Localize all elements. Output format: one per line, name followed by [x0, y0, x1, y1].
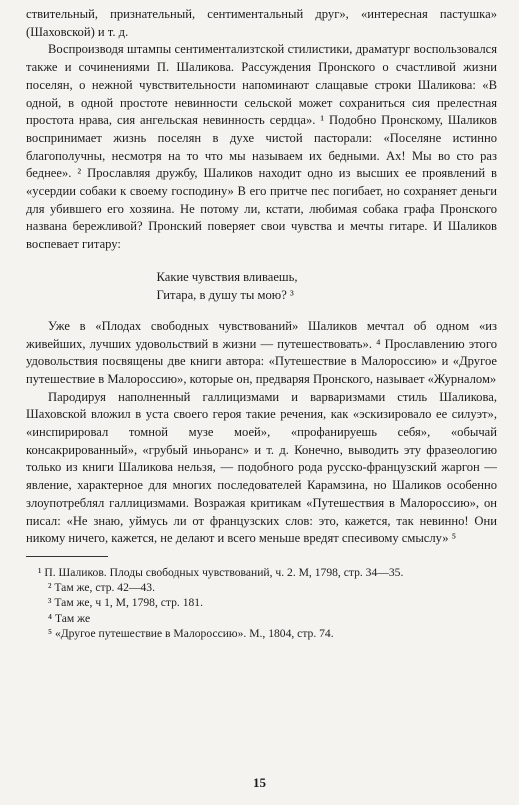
paragraph-2: Воспроизводя штампы сентиментализтской стилистики, драматург воспользовался также и сочинениями П. Шаликова. Рассуждения Пронского о счастливой жизни поселян, о нежной чувствительности напоминают слащавые строки Шаликова: «В одной, в одной простоте невинности сельской может сохраниться сия прелестная простота нрава, сия ангельская невинность сердца». ¹ Подобно Пронскому, Шаликов воспринимает жизнь поселян в духе чистой пасторали: «Поселяне истинно благополучны, несмотря на то что мы называем их бедными. Ах! Мы во сто раз беднее». ² Прославляя дружбу, Шаликов находит одно из высших ее проявлений в «усердии собаки к своему господину» В его притче пес погибает, но сохраняет деньги для убившего его хозяина. Не потому ли, кстати, любимая собака графа Пронского названа бережливой? Пронский поверяет свои чувства и мечты гитаре. И Шаликов воспевает гитару:	[26, 42, 497, 252]
paragraph-1: ствительный, признательный, сентиментальный друг», «интересная пастушка» (Шаховской) и т. д.	[26, 7, 497, 39]
verse-line-1: Какие чувствия вливаешь,	[156, 269, 298, 284]
footnotes	[26, 565, 497, 641]
verse-line-2: Гитара, в душу ты мою? ³	[156, 287, 294, 302]
footnote-separator	[26, 556, 108, 557]
footnote-3: ³ Там же, ч 1, М, 1798, стр. 181.	[48, 596, 203, 610]
footnote-2: ² Там же, стр. 42—43.	[48, 581, 155, 595]
page-body	[26, 6, 497, 641]
paragraph-4: Пародируя наполненный галлицизмами и варваризмами стиль Шаликова, Шаховской вложил в уста своего героя такие речения, как «эскизировало ее силуэт», «инспирировал томной музе моей», «профанируешь себя», «обычай консакрированный», «грубый иньоранс» и т. д. Конечно, выводить эту фразеологию только из книги Шаликова нельзя, — подобного рода русско-французский жаргон — явление, характерное для многих последователей Карамзина, но Шаликов особенно злоупотреблял галлицизмами. Возражая критикам «Путешествия в Малороссию», он писал: «Не знаю, уймусь ли от французских слов: это, кажется, так невинно! Они никому ничего, кажется, не делают и всего меньше вредят спесивому смыслу» ⁵	[26, 389, 497, 546]
verse-quote	[26, 268, 497, 304]
footnote-5: ⁵ «Другое путешествие в Малороссию». М., 1804, стр. 74.	[48, 626, 334, 640]
paragraph-3: Уже в «Плодах свободных чувствований» Шаликов мечтал об одном «из живейших, лучших удовольствий в жизни — путешествовать». ⁴ Прославлению этого удовольствия посвящены две книги автора: «Путешествие в Малороссию» и «Другое путешествие в Малороссию», которые он, предваряя Пронского, называет «Журналом»	[26, 318, 497, 386]
footnote-4: ⁴ Там же	[48, 611, 91, 625]
page-number: 15	[253, 775, 266, 790]
footnote-1: ¹ П. Шаликов. Плоды свободных чувствований, ч. 2. М, 1798, стр. 34—35.	[38, 565, 404, 579]
